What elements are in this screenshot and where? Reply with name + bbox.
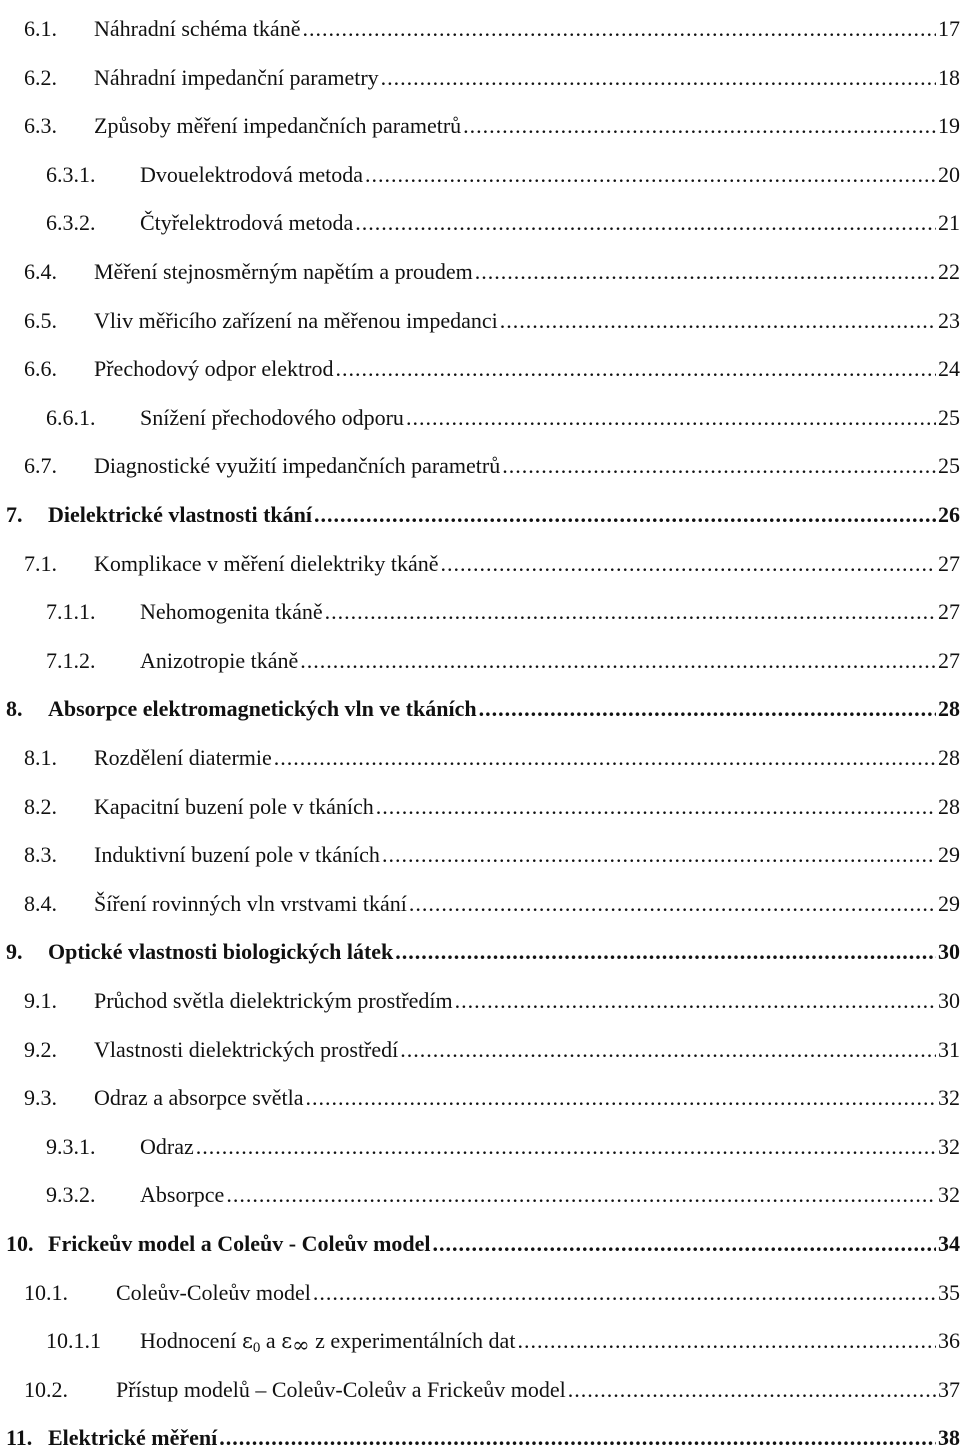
toc-chapter-entry[interactable] [6, 692, 960, 726]
toc-dot-leader [219, 1421, 936, 1455]
toc-dot-leader [381, 61, 936, 95]
toc-page-number: 28 [938, 793, 960, 819]
toc-dot-leader [300, 644, 936, 678]
toc-dot-leader [302, 12, 936, 46]
toc-page-number: 27 [938, 647, 960, 673]
toc-entry-number: 7.1.2. [46, 647, 96, 673]
toc-entry-number: 10. [6, 1231, 34, 1256]
toc-page-number: 18 [938, 64, 960, 90]
toc-page-number: 22 [938, 259, 960, 284]
toc-entry-title: Absorpce elektromagnetických vln ve tkáních [48, 696, 477, 722]
toc-entry-number: 8.3. [24, 842, 57, 868]
toc-dot-leader [502, 449, 936, 483]
toc-entry-number: 6.7. [24, 453, 57, 479]
toc-entry-number: 6.3.2. [46, 210, 96, 236]
toc-entry-title: Měření stejnosměrným napětím a proudem [94, 259, 473, 284]
toc-entry-title: Komplikace v měření dielektriky tkáně [94, 550, 439, 576]
toc-page-number: 29 [938, 890, 960, 916]
toc-page-number: 36 [938, 1328, 960, 1354]
toc-page-number: 19 [938, 113, 960, 139]
toc-page-number: 26 [938, 502, 960, 527]
toc-entry-title: Optické vlastnosti biologických látek [48, 939, 394, 965]
toc-entry-number: 6.3.1. [46, 161, 96, 187]
toc-entry-title: Odraz [140, 1133, 194, 1159]
toc-page-number: 35 [938, 1279, 960, 1305]
toc-entry-title-part: ∞ [292, 1333, 310, 1358]
toc-page-number: 30 [938, 939, 960, 965]
toc-entry-title: Náhradní schéma tkáně [94, 16, 301, 41]
toc-page-number: 30 [938, 988, 960, 1013]
toc-dot-leader [500, 304, 936, 338]
toc-entry-title: Frickeův model a Coleův - Coleův model [48, 1231, 431, 1256]
toc-entry-number: 9.1. [24, 988, 57, 1013]
toc-dot-leader [479, 692, 936, 726]
toc-page-number: 37 [938, 1376, 960, 1402]
toc-entry-title-part: a [260, 1328, 282, 1354]
toc-dot-leader [336, 352, 937, 386]
toc-entry-number: 7. [6, 502, 23, 527]
toc-entry-title [140, 1324, 515, 1365]
toc-entry-title: Průchod světla dielektrickým prostředím [94, 988, 453, 1013]
toc-entry-title: Vliv měřicího zařízení na měřenou impedanci [94, 307, 498, 333]
toc-dot-leader [517, 1324, 936, 1358]
toc-dot-leader [306, 1081, 936, 1115]
toc-entry[interactable] [24, 838, 960, 872]
toc-dot-leader [382, 838, 936, 872]
toc-entry-title-part: z experimentálních dat [309, 1328, 516, 1354]
toc-chapter-entry[interactable] [6, 498, 960, 532]
toc-page-number: 32 [938, 1182, 960, 1208]
toc-page-number: 34 [938, 1231, 960, 1256]
toc-entry-title: Absorpce [140, 1182, 225, 1208]
toc-entry[interactable] [24, 984, 960, 1018]
toc-entry[interactable] [46, 158, 960, 192]
toc-entry-number: 6.1. [24, 16, 57, 41]
toc-entry-title: Šíření rovinných vln vrstvami tkání [94, 890, 407, 916]
toc-entry-number: 6.4. [24, 259, 57, 284]
toc-entry[interactable] [46, 1130, 960, 1164]
toc-entry-number: 8.1. [24, 745, 57, 770]
toc-entry-title: Přístup modelů – Coleův-Coleův a Frickeův model [116, 1376, 566, 1402]
toc-dot-leader [400, 1033, 936, 1067]
toc-page-number: 32 [938, 1133, 960, 1159]
toc-entry-number: 9.2. [24, 1036, 57, 1062]
toc-entry-number: 8.2. [24, 793, 57, 819]
toc-entry-number: 10.1.1 [46, 1328, 101, 1354]
toc-dot-leader [376, 790, 936, 824]
toc-chapter-entry[interactable] [6, 1227, 960, 1261]
toc-entry[interactable] [24, 1373, 960, 1407]
toc-chapter-entry[interactable] [6, 1421, 960, 1455]
toc-entry[interactable] [24, 12, 960, 46]
toc-dot-leader [325, 595, 936, 629]
toc-entry-number: 10.1. [24, 1279, 68, 1305]
toc-entry-title: Dvouelektrodová metoda [140, 161, 363, 187]
toc-entry[interactable] [24, 352, 960, 386]
toc-page-number: 32 [938, 1085, 960, 1111]
toc-entry[interactable] [24, 449, 960, 483]
toc-dot-leader [475, 255, 936, 289]
toc-entry-number: 6.6.1. [46, 404, 96, 430]
toc-entry[interactable] [24, 790, 960, 824]
toc-dot-leader [441, 547, 936, 581]
toc-entry-title: Snížení přechodového odporu [140, 404, 404, 430]
toc-entry-title: Způsoby měření impedančních parametrů [94, 113, 462, 139]
toc-page-number: 20 [938, 161, 960, 187]
toc-entry[interactable] [46, 1178, 960, 1212]
toc-entry[interactable] [24, 255, 960, 289]
toc-entry-title: Rozdělení diatermie [94, 745, 272, 770]
toc-dot-leader [433, 1227, 936, 1261]
toc-chapter-entry[interactable] [6, 935, 960, 969]
toc-entry-number: 8. [6, 696, 23, 722]
toc-dot-leader [568, 1373, 936, 1407]
toc-entry-title: Čtyřelektrodová metoda [140, 210, 354, 236]
toc-entry-number: 7.1. [24, 550, 57, 576]
toc-page-number: 38 [938, 1425, 960, 1451]
toc-entry-title: Dielektrické vlastnosti tkání [48, 502, 312, 527]
toc-entry[interactable] [24, 1081, 960, 1115]
toc-entry-title: Induktivní buzení pole v tkáních [94, 842, 380, 868]
toc-entry[interactable] [24, 61, 960, 95]
toc-entry[interactable] [24, 1033, 960, 1067]
toc-page-number: 25 [938, 404, 960, 430]
toc-entry-title: Odraz a absorpce světla [94, 1085, 304, 1111]
toc-page-number: 17 [938, 16, 960, 41]
toc-dot-leader [313, 1276, 936, 1310]
toc-entry-title: Kapacitní buzení pole v tkáních [94, 793, 374, 819]
toc-entry[interactable] [24, 887, 960, 921]
toc-dot-leader [409, 887, 936, 921]
toc-entry-title-part: 0 [252, 1340, 261, 1357]
toc-entry-title: Přechodový odpor elektrod [94, 356, 334, 382]
toc-entry-title: Anizotropie tkáně [140, 647, 299, 673]
toc-dot-leader [226, 1178, 936, 1212]
toc-entry-number: 9. [6, 939, 23, 965]
toc-entry-number: 9.3. [24, 1085, 57, 1111]
toc-entry[interactable] [46, 644, 960, 678]
toc-entry-title: Náhradní impedanční parametry [94, 64, 379, 90]
toc-page-number: 29 [938, 842, 960, 868]
toc-dot-leader [355, 206, 936, 240]
toc-entry-title: Coleův-Coleův model [116, 1279, 311, 1305]
toc-entry[interactable] [24, 109, 960, 143]
toc-dot-leader [395, 935, 936, 969]
toc-page-number: 27 [938, 599, 960, 625]
toc-entry[interactable] [24, 304, 960, 338]
toc-page-number: 31 [938, 1036, 960, 1062]
toc-entry-title: Nehomogenita tkáně [140, 599, 323, 625]
toc-dot-leader [196, 1130, 936, 1164]
toc-entry-number: 6.6. [24, 356, 57, 382]
toc-page-number: 25 [938, 453, 960, 479]
toc-entry-title-part: ε [281, 1329, 293, 1354]
toc-entry-number: 11. [6, 1425, 33, 1451]
toc-entry-number: 8.4. [24, 890, 57, 916]
toc-entry-title: Elektrické měření [48, 1425, 218, 1451]
toc-page-number: 23 [938, 307, 960, 333]
toc-page-number: 21 [938, 210, 960, 236]
toc-entry-number: 10.2. [24, 1376, 68, 1402]
toc-entry[interactable] [46, 401, 960, 435]
toc-dot-leader [365, 158, 936, 192]
toc-entry-number: 6.2. [24, 64, 57, 90]
toc-entry[interactable] [24, 547, 960, 581]
toc-dot-leader [455, 984, 936, 1018]
toc-page-number: 27 [938, 550, 960, 576]
toc-dot-leader [314, 498, 936, 532]
toc-entry-number: 9.3.1. [46, 1133, 96, 1159]
toc-entry[interactable] [24, 741, 960, 775]
toc-entry[interactable] [24, 1276, 960, 1310]
toc-entry-title-part: Hodnocení [140, 1328, 243, 1354]
toc-page-number: 24 [938, 356, 960, 382]
toc-dot-leader [406, 401, 936, 435]
toc-page-number: 28 [938, 745, 960, 770]
toc-entry-number: 7.1.1. [46, 599, 96, 625]
toc-entry-title: Vlastnosti dielektrických prostředí [94, 1036, 399, 1062]
toc-entry-title: Diagnostické využití impedančních parametrů [94, 453, 501, 479]
toc-dot-leader [463, 109, 936, 143]
toc-entry-number: 9.3.2. [46, 1182, 96, 1208]
toc-entry-number: 6.5. [24, 307, 57, 333]
toc-entry[interactable] [46, 1324, 960, 1358]
toc-dot-leader [274, 741, 936, 775]
toc-entry-title-part: ε [242, 1329, 253, 1354]
toc-entry[interactable] [46, 595, 960, 629]
toc-entry-number: 6.3. [24, 113, 57, 139]
toc-entry[interactable] [46, 206, 960, 240]
toc-page-number: 28 [938, 696, 960, 722]
